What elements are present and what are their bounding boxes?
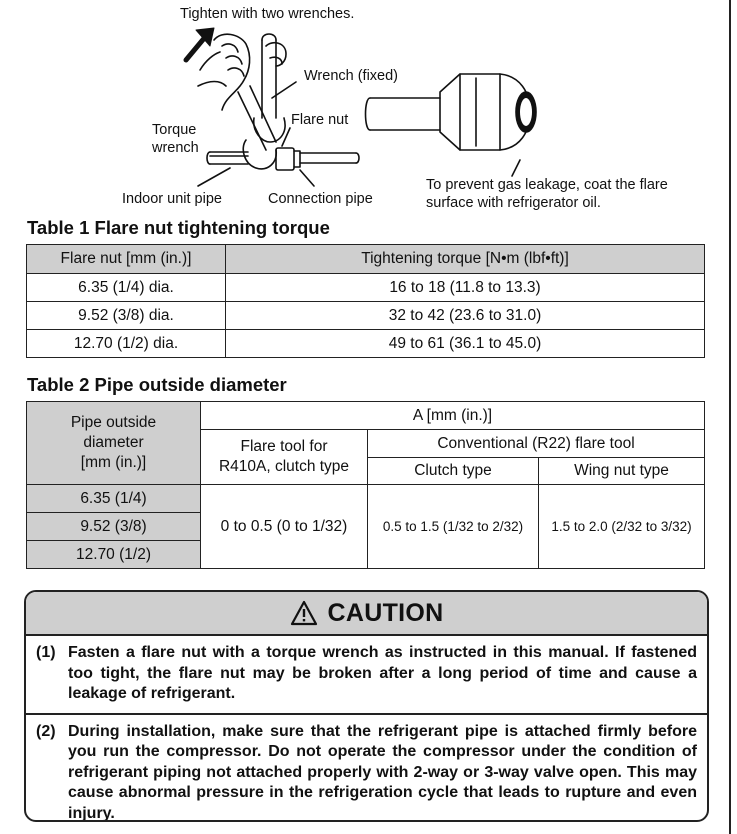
torque-wrench-label-line2: wrench <box>152 140 199 156</box>
caution-header <box>26 592 707 636</box>
table1-title: Table 1 Flare nut tightening torque <box>27 217 330 238</box>
leak-note-line2: surface with refrigerator oil. <box>426 195 601 211</box>
caution-item-number: (2) <box>36 722 56 740</box>
table-cell: 16 to 18 (11.8 to 13.3) <box>226 274 705 302</box>
flare-tool-line1: Flare tool for <box>240 438 328 455</box>
pipe-outside-diameter-header <box>27 402 201 485</box>
caution-box <box>24 590 709 822</box>
a-dimension-header: A [mm (in.)] <box>201 402 705 430</box>
table-row <box>27 330 705 358</box>
flare-nut-torque-table <box>26 244 705 358</box>
connection-pipe-label: Connection pipe <box>268 191 373 207</box>
table-cell: 12.70 (1/2) dia. <box>27 330 226 358</box>
diameter-cell: 6.35 (1/4) <box>27 485 201 513</box>
clutch-type-value: 0.5 to 1.5 (1/32 to 2/32) <box>368 485 539 569</box>
pipe-outside-diameter-table <box>26 401 705 569</box>
diameter-cell: 9.52 (3/8) <box>27 513 201 541</box>
leak-note-line1: To prevent gas leakage, coat the flare <box>426 177 668 193</box>
warning-triangle-icon <box>290 600 318 626</box>
table-cell: 49 to 61 (36.1 to 45.0) <box>226 330 705 358</box>
caution-item-text: During installation, make sure that the refrigerant pipe is attached firmly before you run the compressor. Do not operate the compressor under the condition of refrigerant piping not attached properly with 2-way or 3-way valve open. This may cause abnormal pressure in the refrigeration cycle that leads to rupture and even injury. <box>68 722 697 822</box>
clutch-type-header: Clutch type <box>368 458 539 485</box>
table-row <box>27 485 705 513</box>
r410a-clearance-value: 0 to 0.5 (0 to 1/32) <box>201 485 368 569</box>
caution-item-text: Fasten a flare nut with a torque wrench as instructed in this manual. If fastened too tight, the flare nut may be broken after a long period of time and cause a leakage of refrigerant. <box>68 644 697 702</box>
table-row <box>27 302 705 330</box>
conventional-r22-header: Conventional (R22) flare tool <box>368 430 705 458</box>
torque-wrench-label-line1: Torque <box>152 122 197 138</box>
table-row <box>27 274 705 302</box>
table-header-row <box>27 402 705 430</box>
caution-title: CAUTION <box>327 598 444 627</box>
indoor-unit-pipe-label: Indoor unit pipe <box>122 191 222 207</box>
table-cell: 9.52 (3/8) dia. <box>27 302 226 330</box>
table-cell: 6.35 (1/4) dia. <box>27 274 226 302</box>
wrench-fixed-label: Wrench (fixed) <box>304 68 399 84</box>
table-header-row <box>27 245 705 274</box>
table2-title: Table 2 Pipe outside diameter <box>27 374 287 395</box>
wing-nut-type-value: 1.5 to 2.0 (2/32 to 3/32) <box>539 485 705 569</box>
wing-nut-type-header: Wing nut type <box>539 458 705 485</box>
flare-nut-label: Flare nut <box>291 112 349 128</box>
diameter-cell: 12.70 (1/2) <box>27 541 201 569</box>
caution-item <box>26 715 707 823</box>
flare-nut-illustration <box>0 0 737 215</box>
pod-header-line2: diameter <box>83 434 144 451</box>
pod-header-line1: Pipe outside <box>70 414 157 431</box>
tighten-two-wrenches-label: Tighten with two wrenches. <box>180 6 355 22</box>
column-header-torque: Tightening torque [N•m (lbf•ft)] <box>226 245 705 274</box>
flare-tool-r410a-header <box>201 430 368 485</box>
pod-header-line3: [mm (in.)] <box>80 454 147 471</box>
caution-item-number: (1) <box>36 644 56 661</box>
table-cell: 32 to 42 (23.6 to 31.0) <box>226 302 705 330</box>
caution-item <box>26 636 707 715</box>
column-header-flare-nut: Flare nut [mm (in.)] <box>27 245 226 274</box>
flare-tool-line2: R410A, clutch type <box>218 458 350 475</box>
